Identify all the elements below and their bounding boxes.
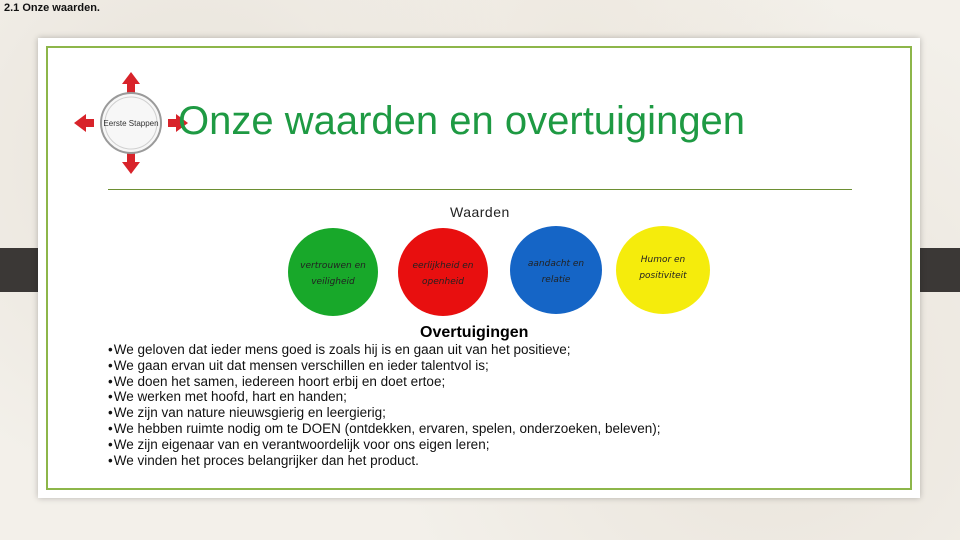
list-item: • We geloven dat ieder mens goed is zoals hij is en gaan uit van het positieve; [108,342,661,358]
value-3-line2: relatie [541,275,571,285]
compass-arrows-icon [72,70,190,176]
value-circle-4 [616,226,710,314]
value-1-line2: veiligheid [311,277,355,287]
title-divider [108,189,852,190]
list-item: • We werken met hoofd, hart en handen; [108,389,661,405]
values-circles [286,224,712,320]
value-2-line1: eerlijkheid en [412,261,474,271]
value-4-line1: Humor en [640,255,686,265]
values-heading: Waarden [450,204,510,220]
slide-title: Onze waarden en overtuigingen [178,99,746,143]
eerste-stappen-logo [72,70,190,176]
list-item: • We zijn eigenaar van en verantwoordelijk voor ons eigen leren; [108,437,661,453]
value-3-line1: aandacht en [527,259,585,269]
list-item: • We doen het samen, iedereen hoort erbij en doet ertoe; [108,374,661,390]
beliefs-list [108,342,661,468]
value-4-line2: positiviteit [639,271,687,281]
list-item: • We gaan ervan uit dat mensen verschillen en ieder talentvol is; [108,358,661,374]
value-circle-2 [398,228,488,316]
value-circle-3 [510,226,602,314]
slide-card [38,38,920,498]
list-item: • We zijn van nature nieuwsgierig en leergierig; [108,405,661,421]
logo-text: Eerste Stappen [103,119,159,128]
list-item: • We vinden het proces belangrijker dan het product. [108,453,661,469]
list-item: • We hebben ruimte nodig om te DOEN (ontdekken, ervaren, spelen, onderzoeken, beleven); [108,421,661,437]
beliefs-heading: Overtuigingen [420,324,529,341]
value-2-line2: openheid [422,277,464,287]
value-circle-1 [288,228,378,316]
value-1-line1: vertrouwen en [300,261,366,271]
page-label: 2.1 Onze waarden. [4,2,100,14]
